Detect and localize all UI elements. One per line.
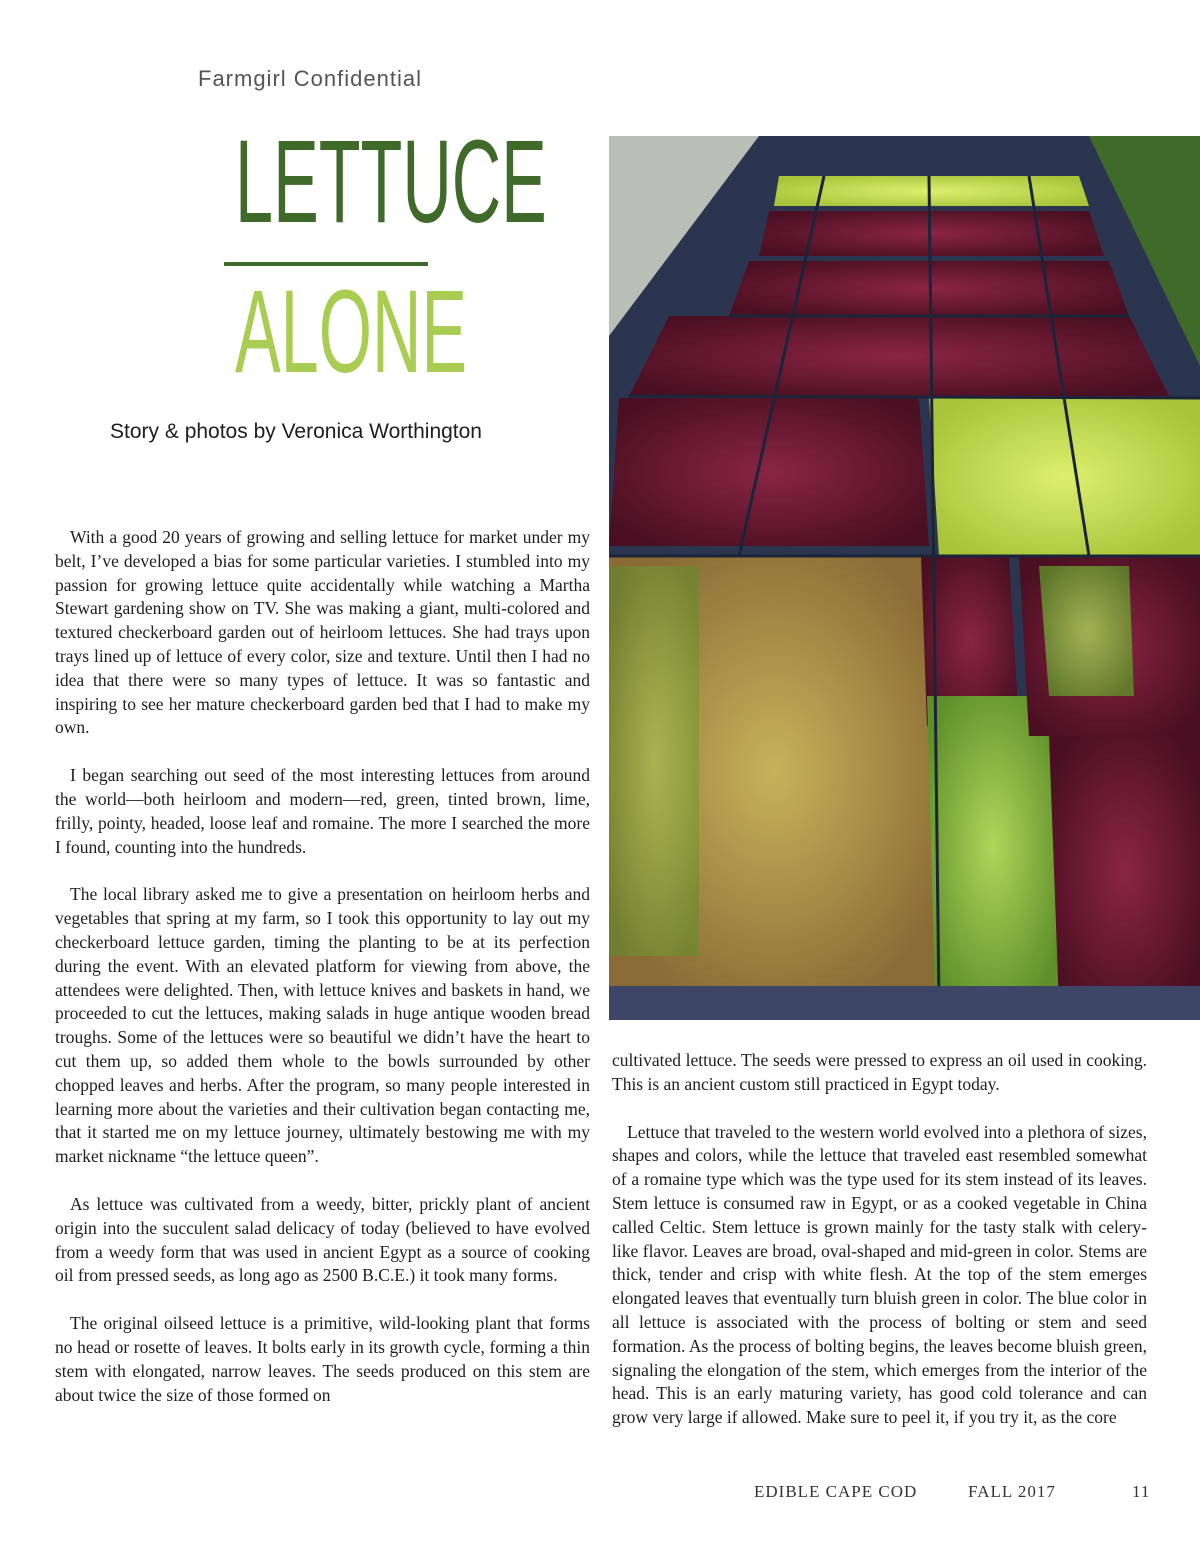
paragraph: Lettuce that traveled to the western world evolved into a plethora of sizes, shapes and colors, while the lettuce that traveled east resembled somewhat of a romaine type which was the type used for its stem instead of its leaves. Stem lettuce is consumed raw in Egypt, or as a cooked vegetable in China called Celtic. Stem lettuce is grown mainly for the tasty stalk with celery-like flavor. Leaves are broad, oval-shaped and mid-green in color. Stems are thick, tender and crisp with white flesh. At the top of the stem emerges elongated leaves that eventually turn bluish green in color. The blue color in all lettuce is associated with the process of bolting or stem and seed formation. As the process of bolting begins, the leaves become bluish green, signaling the elongation of the stem, which emerges from the interior of the head. This is an early maturing variety, has good cold tolerance and can grow very large if allowed. Make sure to peel it, if you try it, as the core [612, 1121, 1147, 1428]
lettuce-photo-illustration [609, 136, 1200, 1020]
title-line-1: LETTUCE [235, 116, 547, 248]
paragraph: I began searching out seed of the most interesting lettuces from around the world—both heirloom and modern—red, green, tinted brown, lime, frilly, pointy, headed, loose leaf and romaine. The more I searched the more I found, counting into the hundreds. [55, 765, 590, 857]
article-column-left [55, 526, 590, 1431]
footer-publication: EDIBLE CAPE COD [754, 1482, 918, 1501]
page-number: 11 [1132, 1482, 1151, 1501]
lettuce-trays-photo [609, 136, 1200, 1020]
footer-issue: FALL 2017 [968, 1482, 1056, 1501]
title-line-2: ALONE [235, 266, 468, 398]
paragraph: The original oilseed lettuce is a primitive, wild-looking plant that forms no head or rosette of leaves. It bolts early in its growth cycle, forming a thin stem with elongated, narrow leaves. The seeds produced on this stem are about twice the size of those formed on [55, 1313, 590, 1405]
paragraph: The local library asked me to give a presentation on heirloom herbs and vegetables that spring at my farm, so I took this opportunity to lay out my checkerboard lettuce garden, timing the planting to be at its perfection during the event. With an elevated platform for viewing from above, the attendees were delighted. Then, with lettuce knives and baskets in hand, we proceeded to cut the lettuces, making salads in huge antique wooden bread troughs. Some of the lettuces were so beautiful we didn’t have the heart to cut them up, so added them whole to the bowls surrounded by other chopped leaves and herbs. After the program, so many people interested in learning more about the varieties and their cultivation began contacting me, that it started me on my lettuce journey, ultimately bestowing me with my market nickname “the lettuce queen”. [55, 884, 590, 1167]
paragraph: As lettuce was cultivated from a weedy, bitter, prickly plant of ancient origin into the succulent salad delicacy of today (believed to have evolved from a weedy form that was used in ancient Egypt as a source of cooking oil from pressed seeds, as long ago as 2500 B.C.E.) it took many forms. [55, 1193, 590, 1286]
paragraph: With a good 20 years of growing and selling lettuce for market under my belt, I’ve developed a bias for some particular varieties. I stumbled into my passion for growing lettuce quite accidentally while watching a Martha Stewart gardening show on TV. She was making a giant, multi-colored and textured checkerboard garden out of heirloom lettuces. She had trays upon trays lined up of lettuce of every color, size and texture. Until then I had no idea that there were so many types of lettuce. It was so fantastic and inspiring to see her mature checkerboard garden bed that I had to make my own. [55, 527, 590, 738]
article-column-right [612, 1049, 1147, 1454]
byline: Story & photos by Veronica Worthington [110, 420, 482, 443]
paragraph: cultivated lettuce. The seeds were pressed to express an oil used in cooking. This is an ancient custom still practiced in Egypt today. [612, 1050, 1147, 1094]
section-label: Farmgirl Confidential [198, 66, 422, 91]
